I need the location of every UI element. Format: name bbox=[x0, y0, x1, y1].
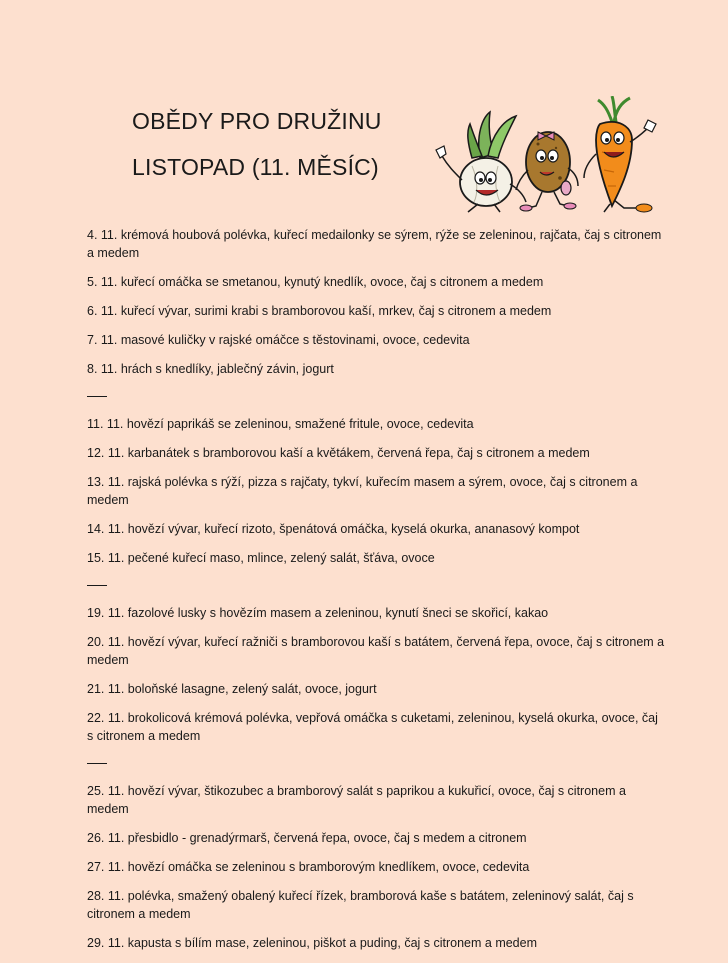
menu-entry: 19. 11. fazolové lusky s hovězím masem a zeleninou, kynutí šneci se skořicí, kakao bbox=[87, 606, 549, 620]
cartoon-vegetables-illustration bbox=[428, 96, 664, 214]
menu-entry: 28. 11. polévka, smažený obalený kuřecí řízek, bramborová kaše s batátem, zeleninový salát, čaj s citronem a medem bbox=[87, 889, 634, 921]
week-separator bbox=[87, 396, 107, 397]
page-title-line-2: LISTOPAD (11. MĚSÍC) bbox=[132, 154, 379, 180]
week-separator bbox=[87, 585, 107, 586]
week-separator bbox=[87, 763, 107, 764]
menu-entry: 12. 11. karbanátek s bramborovou kaší a květákem, červená řepa, čaj s citronem a medem bbox=[87, 446, 590, 460]
lunch-menu-list bbox=[87, 226, 667, 963]
menu-entry: 27. 11. hovězí omáčka se zeleninou s bramborovým knedlíkem, ovoce, cedevita bbox=[87, 860, 530, 874]
menu-entry: 4. 11. krémová houbová polévka, kuřecí medailonky se sýrem, rýže se zeleninou, rajčata, čaj s citronem a medem bbox=[87, 228, 662, 260]
menu-entry: 22. 11. brokolicová krémová polévka, vepřová omáčka s cuketami, zeleninou, kyselá okurka, ovoce, čaj s citronem a medem bbox=[87, 711, 658, 743]
menu-entry: 20. 11. hovězí vývar, kuřecí ražniči s bramborovou kaší s batátem, červená řepa, ovoce, čaj s citronem a medem bbox=[87, 635, 665, 667]
menu-entry: 25. 11. hovězí vývar, štikozubec a bramborový salát s paprikou a kukuřicí, ovoce, čaj s citronem a medem bbox=[87, 784, 626, 816]
carrot-character bbox=[584, 96, 656, 212]
menu-entry: 6. 11. kuřecí vývar, surimi krabi s bramborovou kaší, mrkev, čaj s citronem a medem bbox=[87, 304, 552, 318]
menu-entry: 29. 11. kapusta s bílím mase, zeleninou, piškot a puding, čaj s citronem a medem bbox=[87, 936, 537, 950]
menu-entry: 8. 11. hrách s knedlíky, jablečný závin, jogurt bbox=[87, 362, 334, 376]
menu-entry: 26. 11. přesbidlo - grenadýrmarš, červená řepa, ovoce, čaj s medem a citronem bbox=[87, 831, 527, 845]
menu-entry: 7. 11. masové kuličky v rajské omáčce s těstovinami, ovoce, cedevita bbox=[87, 333, 470, 347]
menu-entry: 11. 11. hovězí paprikáš se zeleninou, smažené fritule, ovoce, cedevita bbox=[87, 417, 474, 431]
menu-entry: 21. 11. boloňské lasagne, zelený salát, ovoce, jogurt bbox=[87, 682, 377, 696]
onion-character bbox=[436, 112, 526, 212]
menu-entry: 13. 11. rajská polévka s rýží, pizza s rajčaty, tykví, kuřecím masem a sýrem, ovoce, čaj s citronem a medem bbox=[87, 475, 638, 507]
menu-entry: 15. 11. pečené kuřecí maso, mlince, zelený salát, šťáva, ovoce bbox=[87, 551, 435, 565]
menu-entry: 14. 11. hovězí vývar, kuřecí rizoto, špenátová omáčka, kyselá okurka, ananasový kompot bbox=[87, 522, 580, 536]
menu-entry: 5. 11. kuřecí omáčka se smetanou, kynutý knedlík, ovoce, čaj s citronem a medem bbox=[87, 275, 544, 289]
page-title-line-1: OBĚDY PRO DRUŽINU bbox=[132, 108, 382, 134]
